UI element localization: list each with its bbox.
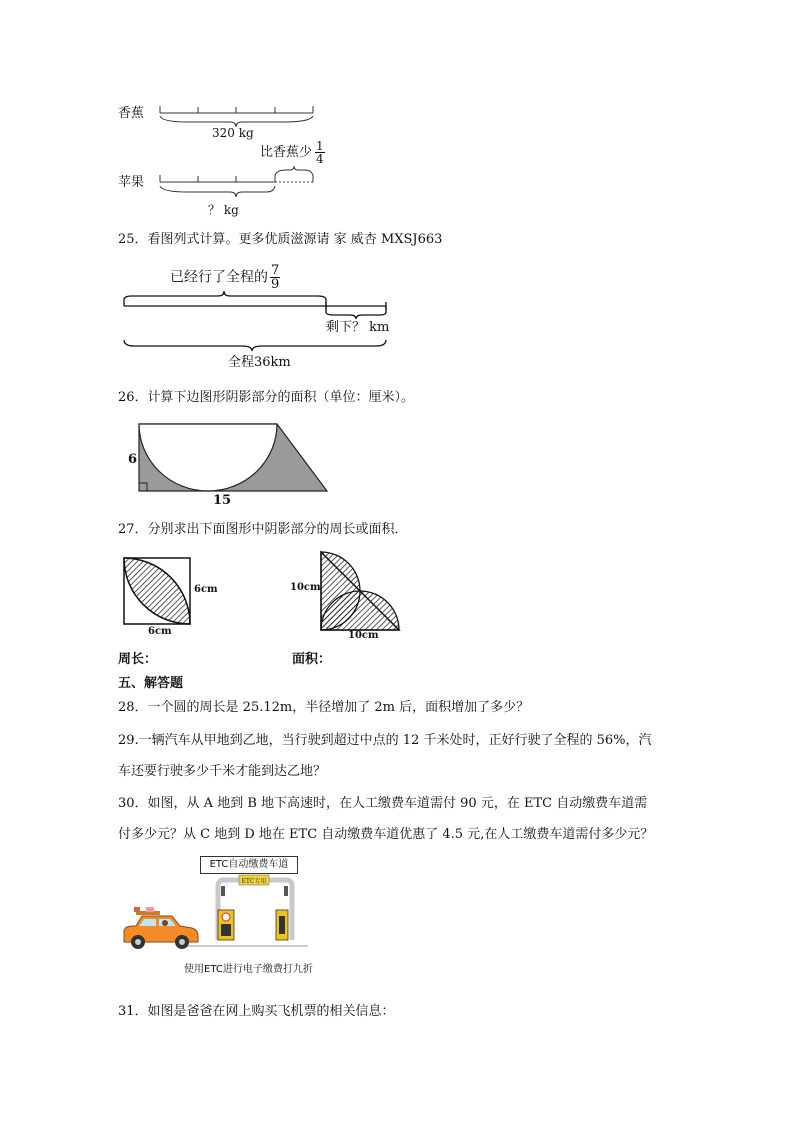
remaining-label: 剩下？ km (326, 320, 390, 335)
right-caption: 面积： (292, 652, 332, 667)
etc-caption (184, 960, 313, 975)
left-bottom-label: 6cm (148, 626, 172, 637)
base-label: 15 (213, 493, 232, 508)
q25-lines (118, 258, 398, 370)
q27-text: 27．分别求出下面图形中阴影部分的周长或面积． (118, 522, 408, 537)
q24-lines (118, 96, 348, 218)
q24-figure (118, 96, 348, 218)
q31-text: 31．如图是爸爸在网上购买飞机票的相关信息： (118, 1004, 395, 1019)
q27-right-figure (288, 548, 428, 667)
etc-figure (118, 854, 338, 978)
etc-sign-text: ETC自动缴费车道 (209, 859, 289, 870)
q26-figure (125, 418, 335, 510)
apple-label: 苹果 (118, 175, 145, 190)
right-side-label: 10cm (290, 582, 321, 593)
banana-total: 320 kg (212, 126, 254, 140)
right-bottom-label: 10cm (348, 630, 379, 641)
q30-line2: 付多少元？从 C 地到 D 地在 ETC 自动缴费车道优惠了 4.5 元,在人工缴费车道需付多少元？ (118, 827, 654, 842)
q25-text: 25．看图列式计算。更多优质滋源请 家 威杏 MXSJ663 (118, 232, 443, 247)
gate-label: ETC专用 (241, 878, 267, 885)
height-label: 6 (128, 452, 138, 467)
frac-den: 9 (271, 277, 280, 292)
frac-num: 7 (271, 263, 280, 278)
apple-total: ？ kg (208, 203, 239, 217)
q29-line1: 29.一辆汽车从甲地到乙地，当行驶到超过中点的 12 千米处时，正好行驶了全程的 56%，汽 (118, 733, 652, 748)
leaf-square (118, 552, 228, 662)
q26-text: 26．计算下边图形阴影部分的面积（单位：厘米）。 (118, 390, 415, 405)
q28-text: 28．一个圆的周长是 25.12m，半径增加了 2m 后，面积增加了多少？ (118, 700, 530, 715)
less-text: 比香蕉少 (260, 145, 313, 160)
frac-num: 1 (316, 139, 324, 153)
semicircles-triangle (288, 548, 428, 662)
etc-caption-text: 使用ETC进行电子缴费打九折 (184, 964, 313, 975)
q29-line2: 车还要行驶多少千米才能到达乙地？ (118, 764, 327, 779)
left-side-label: 6cm (194, 584, 218, 595)
q25-figure (118, 258, 398, 370)
section-title: 五、解答题 (118, 676, 184, 691)
traveled-text: 已经行了全程的 (170, 269, 268, 286)
left-caption: 周长： (118, 652, 158, 667)
total-label: 全程36km (228, 355, 291, 370)
q30-line1: 30．如图，从 A 地到 B 地下高速时，在人工缴费车道需付 90 元，在 ETC 自动缴费车道需 (118, 796, 648, 811)
banana-label: 香蕉 (118, 106, 145, 121)
frac-den: 4 (316, 152, 324, 166)
q27-left-figure (118, 552, 228, 667)
